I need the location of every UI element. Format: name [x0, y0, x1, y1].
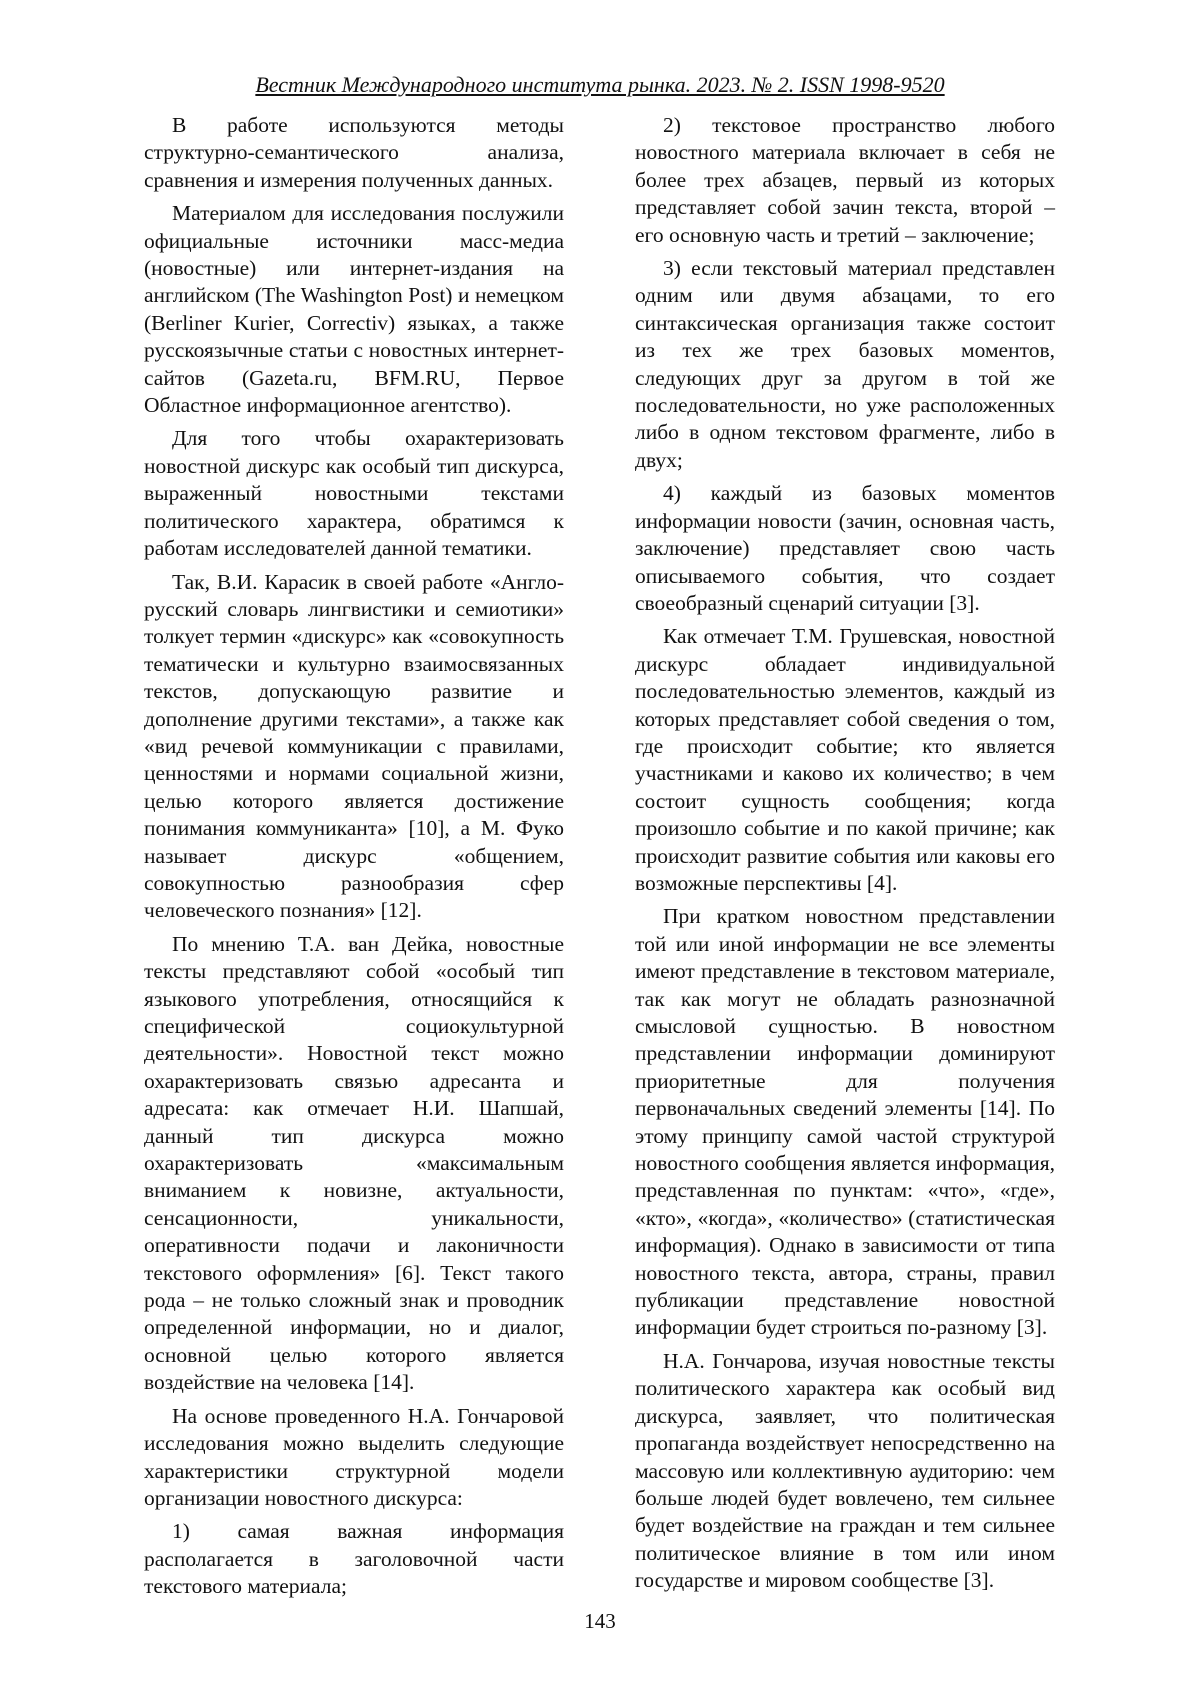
paragraph-goncharova-propaganda: Н.А. Гончарова, изучая новостные тексты политического характера как особый вид дискурса, заявляет, что политическая пропаганда воздействует непосредственно на массовую или коллективную аудиторию: чем больше людей будет вовлечено, тем сильнее будет воздействие на граждан и тем сильнее политическое влияние в том или ином государстве и мировом сообществе [3].: [635, 1348, 1055, 1593]
list-item-1: 1) самая важная информация располагается в заголовочной части текстового материала;: [144, 1519, 564, 1599]
paragraph-karasik: Так, В.И. Карасик в своей работе «Англо-русский словарь лингвистики и семиотики» толкует термин «дискурс» как «совокупность тематически и культурно взаимосвязанных текстов, допускающую развитие и дополнение другими текстами», а также как «вид речевой коммуникации с правилами, ценностями и нормами социальной жизни, целью которого является достижение понимания коммуниканта» [10], а М. Фуко называет дискурс «общением, совокупностью разнообразия сфер человеческого познания» [12].: [144, 569, 564, 923]
paragraph-van-dijk: По мнению Т.А. ван Дейка, новостные тексты представляют собой «особый тип языкового употребления, относящийся к специфической социокультурной деятельности». Новостной текст можно охарактеризовать связью адресанта и адресата: как отмечает Н.И. Шапшай, данный тип дискурса можно охарактеризовать «максимальным вниманием к новизне, актуальности, сенсационности, уникальности, оперативности подачи и лаконичности текстового оформления» [6]. Текст такого рода – не только сложный знак и проводник определенной информации, но и диалог, основной целью которого является воздействие на человека [14].: [144, 931, 564, 1395]
paragraph-goncharova-model: На основе проведенного Н.А. Гончаровой исследования можно выделить следующие характеристики структурной модели организации новостного дискурса:: [144, 1403, 564, 1510]
list-item-3: 3) если текстовый материал представлен одним или двумя абзацами, то его синтаксическая организация также состоит из тех же трех базовых моментов, следующих друг за другом в той же последовательности, но уже расположенных либо в одном текстовом фрагменте, либо в двух;: [635, 256, 1055, 472]
left-column: [144, 112, 564, 1607]
paragraph-brief-news: При кратком новостном представлении той или иной информации не все элементы имеют представление в текстовом материале, так как могут не обладать разнозначной смысловой сущностью. В новостном представлении информации доминируют приоритетные для получения первоначальных сведений элементы [14]. По этому принципу самой частой структурой новостного сообщения является информация, представленная по пунктам: «что», «где», «кто», «когда», «количество» (статистическая информация). Однако в зависимости от типа новостного текста, автора, страны, правил публикации представление новостной информации будет строиться по-разному [3].: [635, 904, 1055, 1340]
list-item-2: 2) текстовое пространство любого новостного материала включает в себя не более трех абзацев, первый из которых представляет собой зачин текста, второй – его основную часть и третий – заключение;: [635, 113, 1055, 247]
page-number: 143: [584, 1609, 616, 1633]
paragraph-methods: В работе используются методы структурно-семантического анализа, сравнения и измерения полученных данных.: [144, 113, 564, 192]
right-column: [635, 112, 1055, 1601]
paragraph-material: Материалом для исследования послужили официальные источники масс-медиа (новостные) или интернет-издания на английском (The Washington Post) и немецком (Berliner Kurier, Correctiv) языках, а также русскоязычные статьи с новостных интернет-сайтов (Gazeta.ru, BFM.RU, Первое Областное информационное агентство).: [144, 201, 564, 418]
paragraph-grushevskaya: Как отмечает Т.М. Грушевская, новостной дискурс обладает индивидуальной последовательностью элементов, каждый из которых представляет собой сведения о том, где происходит событие; кто является участниками и каково их количество; в чем состоит сущность сообщения; когда произошло событие и по какой причине; как происходит развитие события или каковы его возможные перспективы [4].: [635, 624, 1055, 895]
list-item-4: 4) каждый из базовых моментов информации новости (зачин, основная часть, заключение) представляет свою часть описываемого события, что создает своеобразный сценарий ситуации [3].: [635, 481, 1055, 615]
running-header: Вестник Международного института рынка. 2023. № 2. ISSN 1998-9520: [255, 72, 945, 97]
paragraph-discourse-intro: Для того чтобы охарактеризовать новостной дискурс как особый тип дискурса, выраженный новостными текстами политического характера, обратимся к работам исследователей данной тематики.: [144, 426, 564, 561]
